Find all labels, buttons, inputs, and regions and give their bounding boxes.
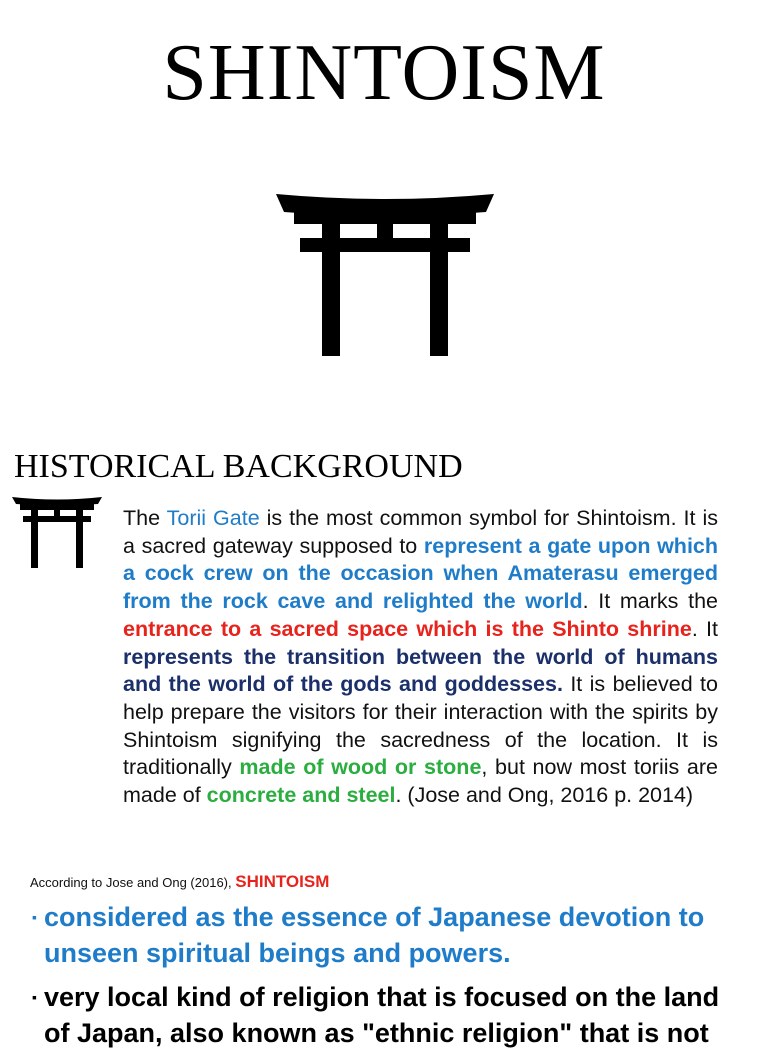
bullet-item (32, 899, 740, 971)
highlight-concrete-steel: concrete and steel (206, 783, 396, 808)
torii-gate-icon (272, 186, 498, 362)
bullet-marker: ▪ (32, 909, 37, 925)
highlight-wood-stone: made of wood or stone (239, 755, 482, 780)
bullet-marker: ▪ (32, 989, 37, 1005)
paragraph-citation: . (Jose and Ong, 2016 p. 2014) (395, 783, 694, 808)
bullet-text: considered as the essence of Japanese devotion to unseen spiritual beings and powers. (44, 902, 705, 968)
according-prefix: According to Jose and Ong (2016), (30, 875, 236, 890)
highlight-torii-gate: Torii Gate (166, 506, 260, 530)
bullet-text: very local kind of religion that is focused on the land of Japan, also known as "ethnic religion" that is not (44, 982, 720, 1048)
historical-paragraph (123, 505, 718, 810)
highlight-amaterasu: represent a gate upon which a cock crew on the occasion when Amaterasu emerged from the rock cave and relighted the world (123, 533, 719, 614)
according-term: SHINTOISM (235, 872, 330, 891)
torii-gate-icon (10, 494, 104, 570)
paragraph-text: . It marks the (582, 589, 718, 614)
paragraph-text: The (123, 506, 167, 530)
page-title: SHINTOISM (162, 29, 606, 117)
paragraph-text: It is believed to help prepare the visitors for their interaction with the spirits by Shintoism signifying the sacredness of the location. It is traditionally (123, 672, 718, 780)
section-heading: HISTORICAL BACKGROUND (14, 448, 463, 485)
paragraph-text: , but now most toriis are made of (123, 755, 718, 808)
according-line (30, 872, 329, 892)
bullet-item (32, 979, 740, 1051)
paragraph-text: is the most common symbol for Shintoism. It is a sacred gateway supposed to (123, 506, 718, 558)
highlight-transition: represents the transition between the world of humans and the world of the gods and goddesses. (123, 644, 718, 697)
paragraph-text: . It (691, 616, 718, 641)
highlight-sacred-space: entrance to a sacred space which is the Shinto shrine (123, 616, 692, 641)
